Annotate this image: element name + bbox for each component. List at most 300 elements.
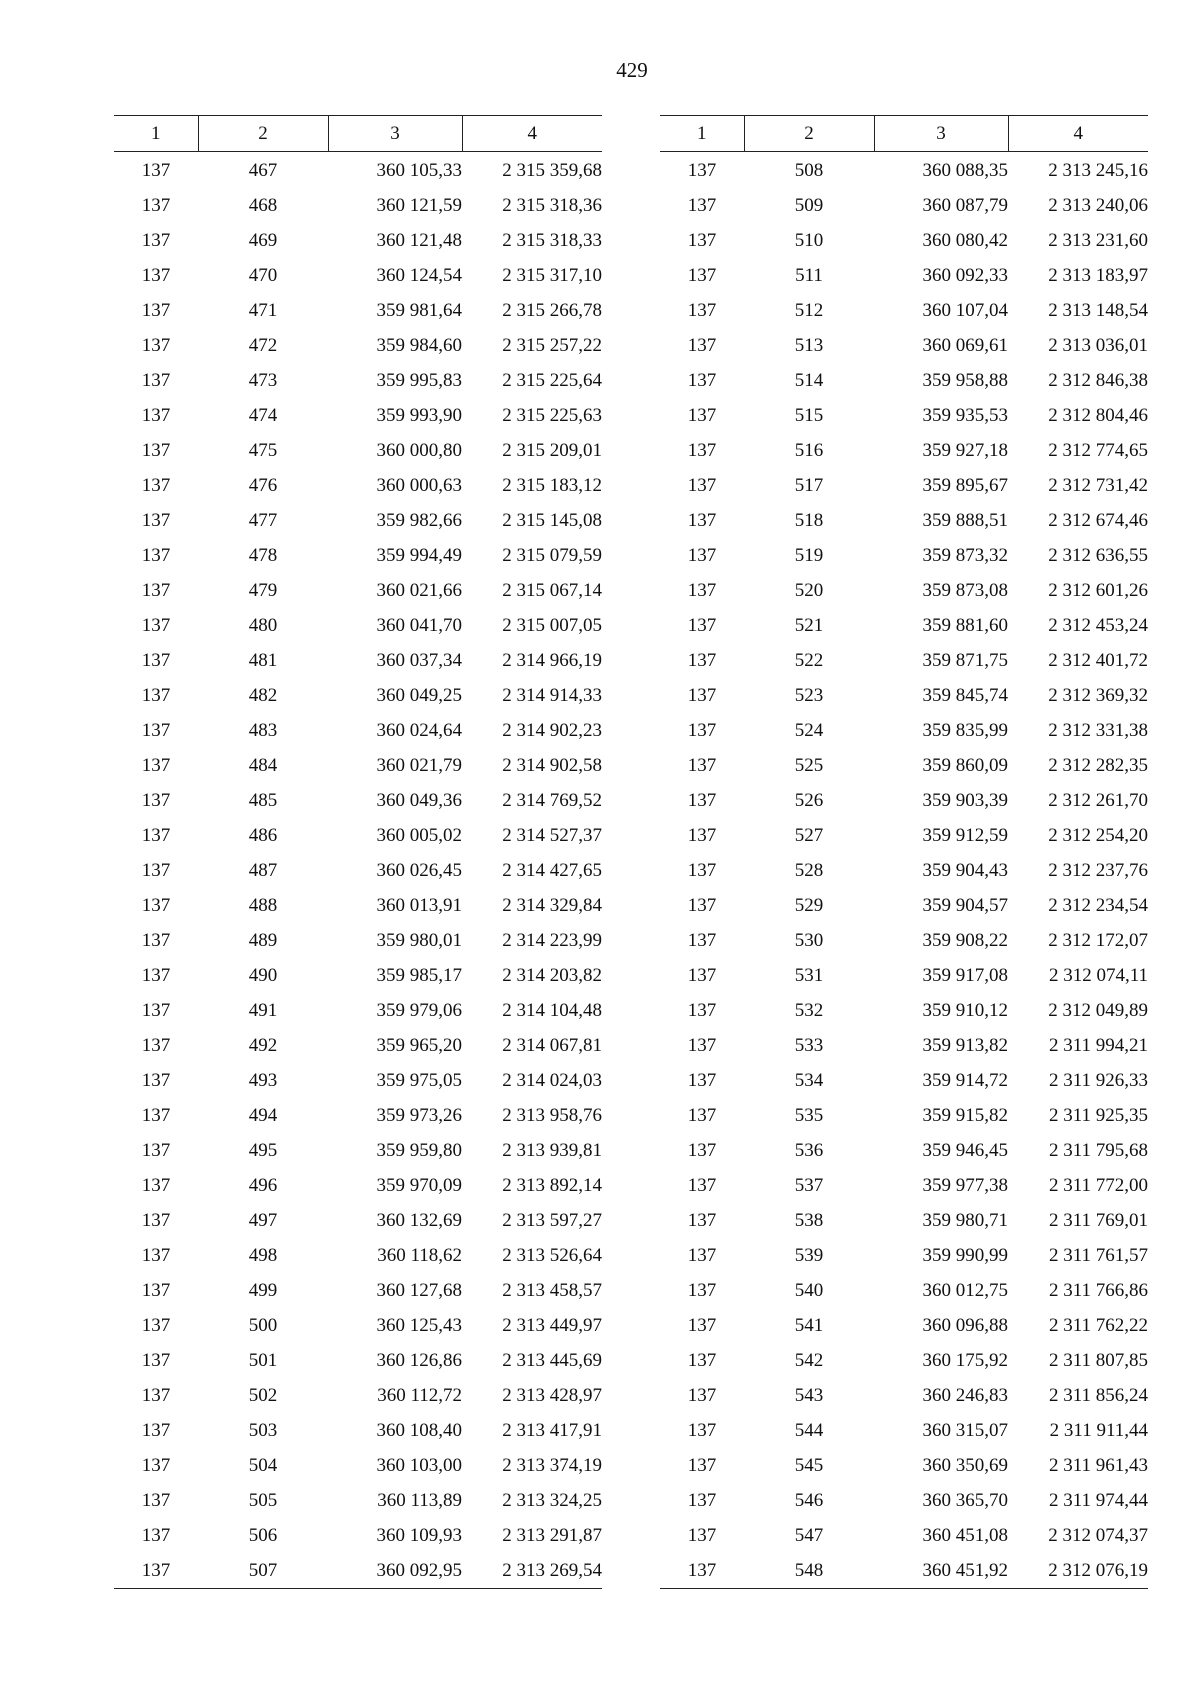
cell-number: 137 bbox=[687, 509, 717, 531]
table-row bbox=[660, 1273, 1148, 1308]
table-row bbox=[660, 538, 1148, 573]
cell-number: 137 bbox=[687, 1209, 717, 1231]
cell-number: 137 bbox=[687, 579, 717, 601]
cell-y: 2 315 317,10 bbox=[502, 264, 602, 286]
cell-number: 137 bbox=[141, 614, 171, 636]
cell-x: 359 982,66 bbox=[376, 509, 462, 531]
cell-x: 360 021,66 bbox=[376, 579, 462, 601]
cell-y: 2 314 067,81 bbox=[502, 1034, 602, 1056]
cell-point: 468 bbox=[248, 194, 278, 216]
cell-number: 137 bbox=[687, 1069, 717, 1091]
cell-y: 2 315 183,12 bbox=[502, 474, 602, 496]
cell-point: 521 bbox=[794, 614, 824, 636]
cell-y: 2 312 049,89 bbox=[1048, 999, 1148, 1021]
table-row bbox=[114, 1238, 602, 1273]
table-row bbox=[114, 1518, 602, 1553]
cell-number: 137 bbox=[141, 229, 171, 251]
cell-x: 359 873,08 bbox=[922, 579, 1008, 601]
table-row bbox=[114, 1028, 602, 1063]
cell-x: 359 946,45 bbox=[922, 1139, 1008, 1161]
cell-x: 360 124,54 bbox=[376, 264, 462, 286]
table-row bbox=[114, 188, 602, 223]
cell-number: 137 bbox=[687, 789, 717, 811]
cell-y: 2 311 807,85 bbox=[1048, 1349, 1148, 1371]
cell-number: 137 bbox=[660, 1553, 744, 1589]
cell-number: 137 bbox=[687, 859, 717, 881]
cell-number: 137 bbox=[687, 299, 717, 321]
cell-x: 360 069,61 bbox=[922, 334, 1008, 356]
cell-point: 480 bbox=[248, 614, 278, 636]
table-row bbox=[660, 293, 1148, 328]
cell-y: 2 314 902,58 bbox=[502, 754, 602, 776]
cell-y: 2 314 203,82 bbox=[502, 964, 602, 986]
cell-number: 137 bbox=[141, 929, 171, 951]
cell-number: 137 bbox=[687, 1174, 717, 1196]
table-row bbox=[114, 258, 602, 293]
cell-y: 2 314 024,03 bbox=[502, 1069, 602, 1091]
cell-number: 137 bbox=[141, 404, 171, 426]
cell-number: 137 bbox=[687, 929, 717, 951]
table-row bbox=[660, 1518, 1148, 1553]
table-row bbox=[114, 1133, 602, 1168]
cell-y: 2 315 318,33 bbox=[502, 229, 602, 251]
cell-y: 2 312 282,35 bbox=[1048, 754, 1148, 776]
cell-number: 137 bbox=[687, 159, 717, 181]
cell-number: 137 bbox=[687, 614, 717, 636]
cell-point: 504 bbox=[248, 1454, 278, 1476]
cell-point: 520 bbox=[794, 579, 824, 601]
cell-x: 359 975,05 bbox=[376, 1069, 462, 1091]
cell-x: 359 935,53 bbox=[922, 404, 1008, 426]
cell-number: 137 bbox=[687, 894, 717, 916]
table-row bbox=[114, 1343, 602, 1378]
cell-y: 2 313 445,69 bbox=[502, 1349, 602, 1371]
cell-x: 360 451,08 bbox=[922, 1524, 1008, 1546]
cell-number: 137 bbox=[687, 1139, 717, 1161]
cell-x: 360 012,75 bbox=[922, 1279, 1008, 1301]
cell-y: 2 313 939,81 bbox=[502, 1139, 602, 1161]
cell-x: 359 958,88 bbox=[922, 369, 1008, 391]
cell-x: 360 080,42 bbox=[922, 229, 1008, 251]
cell-number: 137 bbox=[687, 999, 717, 1021]
cell-number: 137 bbox=[141, 649, 171, 671]
cell-y: 2 311 926,33 bbox=[1048, 1069, 1148, 1091]
cell-y: 2 314 914,33 bbox=[502, 684, 602, 706]
table-row bbox=[114, 1203, 602, 1238]
cell-y: 2 312 237,76 bbox=[1048, 859, 1148, 881]
table-row bbox=[660, 643, 1148, 678]
table-row bbox=[114, 573, 602, 608]
cell-number: 137 bbox=[141, 579, 171, 601]
table-row bbox=[660, 853, 1148, 888]
table-row bbox=[660, 1133, 1148, 1168]
cell-point: 538 bbox=[794, 1209, 824, 1231]
cell-x: 360 000,63 bbox=[376, 474, 462, 496]
cell-point: 542 bbox=[794, 1349, 824, 1371]
cell-point: 479 bbox=[248, 579, 278, 601]
cell-number: 137 bbox=[141, 1349, 171, 1371]
cell-y: 2 312 234,54 bbox=[1048, 894, 1148, 916]
table-row bbox=[660, 503, 1148, 538]
cell-y: 2 311 994,21 bbox=[1048, 1034, 1148, 1056]
cell-y: 2 312 076,19 bbox=[1008, 1553, 1148, 1589]
table-row bbox=[114, 783, 602, 818]
cell-point: 482 bbox=[248, 684, 278, 706]
cell-y: 2 311 911,44 bbox=[1049, 1419, 1148, 1441]
cell-point: 472 bbox=[248, 334, 278, 356]
cell-x: 359 835,99 bbox=[922, 719, 1008, 741]
cell-number: 137 bbox=[687, 824, 717, 846]
cell-y: 2 314 329,84 bbox=[502, 894, 602, 916]
column-header-3: 3 bbox=[874, 116, 1008, 152]
table-row bbox=[660, 818, 1148, 853]
cell-x: 360 121,48 bbox=[376, 229, 462, 251]
table-row bbox=[660, 1168, 1148, 1203]
cell-x: 359 914,72 bbox=[922, 1069, 1008, 1091]
cell-point: 534 bbox=[794, 1069, 824, 1091]
cell-point: 477 bbox=[248, 509, 278, 531]
cell-number: 137 bbox=[141, 999, 171, 1021]
cell-x: 360 451,92 bbox=[874, 1553, 1008, 1589]
table-row bbox=[114, 1483, 602, 1518]
cell-x: 360 026,45 bbox=[376, 859, 462, 881]
cell-x: 359 895,67 bbox=[922, 474, 1008, 496]
table-row bbox=[114, 818, 602, 853]
cell-point: 533 bbox=[794, 1034, 824, 1056]
table-row bbox=[114, 748, 602, 783]
cell-y: 2 311 761,57 bbox=[1048, 1244, 1148, 1266]
cell-x: 359 871,75 bbox=[922, 649, 1008, 671]
cell-x: 359 913,82 bbox=[922, 1034, 1008, 1056]
cell-y: 2 313 148,54 bbox=[1048, 299, 1148, 321]
table-body-right bbox=[660, 152, 1148, 1589]
cell-number: 137 bbox=[141, 1034, 171, 1056]
cell-y: 2 313 526,64 bbox=[502, 1244, 602, 1266]
table-row bbox=[660, 223, 1148, 258]
cell-point: 500 bbox=[248, 1314, 278, 1336]
cell-number: 137 bbox=[687, 1314, 717, 1336]
cell-y: 2 312 636,55 bbox=[1048, 544, 1148, 566]
cell-y: 2 313 231,60 bbox=[1048, 229, 1148, 251]
cell-x: 359 908,22 bbox=[922, 929, 1008, 951]
cell-number: 137 bbox=[687, 1034, 717, 1056]
table-row bbox=[114, 1273, 602, 1308]
cell-y: 2 313 958,76 bbox=[502, 1104, 602, 1126]
table-row bbox=[114, 433, 602, 468]
table-row bbox=[660, 608, 1148, 643]
cell-x: 360 088,35 bbox=[922, 159, 1008, 181]
cell-number: 137 bbox=[141, 1384, 171, 1406]
table-row bbox=[660, 713, 1148, 748]
cell-x: 359 959,80 bbox=[376, 1139, 462, 1161]
table-row bbox=[114, 853, 602, 888]
cell-x: 360 005,02 bbox=[376, 824, 462, 846]
cell-y: 2 312 774,65 bbox=[1048, 439, 1148, 461]
table-row bbox=[114, 993, 602, 1028]
cell-x: 359 980,01 bbox=[376, 929, 462, 951]
table-row bbox=[660, 1063, 1148, 1098]
cell-y: 2 312 369,32 bbox=[1048, 684, 1148, 706]
cell-x: 360 021,79 bbox=[376, 754, 462, 776]
cell-number: 137 bbox=[687, 404, 717, 426]
table-body-left bbox=[114, 152, 602, 1589]
cell-x: 360 127,68 bbox=[376, 1279, 462, 1301]
table-row bbox=[114, 468, 602, 503]
cell-x: 360 365,70 bbox=[922, 1489, 1008, 1511]
cell-x: 360 103,00 bbox=[376, 1454, 462, 1476]
table-row bbox=[660, 468, 1148, 503]
cell-number: 137 bbox=[687, 334, 717, 356]
cell-point: 525 bbox=[794, 754, 824, 776]
cell-y: 2 314 223,99 bbox=[502, 929, 602, 951]
cell-y: 2 312 172,07 bbox=[1048, 929, 1148, 951]
table-row bbox=[114, 1168, 602, 1203]
cell-number: 137 bbox=[687, 1384, 717, 1406]
table-row bbox=[660, 1553, 1148, 1589]
cell-y: 2 311 795,68 bbox=[1048, 1139, 1148, 1161]
cell-number: 137 bbox=[687, 544, 717, 566]
cell-x: 359 973,26 bbox=[376, 1104, 462, 1126]
cell-point: 517 bbox=[794, 474, 824, 496]
cell-y: 2 313 183,97 bbox=[1048, 264, 1148, 286]
cell-point: 471 bbox=[248, 299, 278, 321]
cell-point: 522 bbox=[794, 649, 824, 671]
cell-point: 524 bbox=[794, 719, 824, 741]
cell-y: 2 312 453,24 bbox=[1048, 614, 1148, 636]
cell-x: 360 041,70 bbox=[376, 614, 462, 636]
cell-y: 2 315 145,08 bbox=[502, 509, 602, 531]
table-row bbox=[114, 1413, 602, 1448]
cell-point: 519 bbox=[794, 544, 824, 566]
cell-y: 2 313 269,54 bbox=[462, 1553, 602, 1589]
cell-y: 2 312 401,72 bbox=[1048, 649, 1148, 671]
cell-y: 2 313 240,06 bbox=[1048, 194, 1148, 216]
cell-y: 2 313 892,14 bbox=[502, 1174, 602, 1196]
table-row bbox=[660, 1343, 1148, 1378]
table-row bbox=[660, 783, 1148, 818]
cell-point: 507 bbox=[198, 1553, 328, 1589]
cell-y: 2 315 225,64 bbox=[502, 369, 602, 391]
cell-y: 2 311 762,22 bbox=[1048, 1314, 1148, 1336]
cell-y: 2 312 846,38 bbox=[1048, 369, 1148, 391]
cell-number: 137 bbox=[687, 1419, 717, 1441]
cell-number: 137 bbox=[141, 1524, 171, 1546]
cell-point: 490 bbox=[248, 964, 278, 986]
cell-number: 137 bbox=[141, 264, 171, 286]
cell-point: 516 bbox=[794, 439, 824, 461]
cell-y: 2 314 902,23 bbox=[502, 719, 602, 741]
table-row bbox=[114, 958, 602, 993]
cell-point: 536 bbox=[794, 1139, 824, 1161]
table-row bbox=[114, 398, 602, 433]
cell-x: 360 108,40 bbox=[376, 1419, 462, 1441]
cell-x: 360 113,89 bbox=[377, 1489, 462, 1511]
cell-number: 137 bbox=[687, 229, 717, 251]
table-row bbox=[114, 1378, 602, 1413]
table-row bbox=[114, 678, 602, 713]
table-row bbox=[114, 888, 602, 923]
table-row bbox=[114, 293, 602, 328]
cell-y: 2 313 597,27 bbox=[502, 1209, 602, 1231]
table-row bbox=[660, 748, 1148, 783]
cell-number: 137 bbox=[141, 334, 171, 356]
cell-number: 137 bbox=[687, 1279, 717, 1301]
cell-number: 137 bbox=[687, 649, 717, 671]
cell-number: 137 bbox=[141, 369, 171, 391]
table-row bbox=[114, 1553, 602, 1589]
cell-number: 137 bbox=[141, 894, 171, 916]
cell-number: 137 bbox=[141, 299, 171, 321]
cell-number: 137 bbox=[141, 1104, 171, 1126]
cell-point: 515 bbox=[794, 404, 824, 426]
cell-y: 2 311 925,35 bbox=[1048, 1104, 1148, 1126]
cell-y: 2 315 266,78 bbox=[502, 299, 602, 321]
cell-point: 498 bbox=[248, 1244, 278, 1266]
cell-x: 360 175,92 bbox=[922, 1349, 1008, 1371]
cell-x: 360 126,86 bbox=[376, 1349, 462, 1371]
cell-y: 2 312 601,26 bbox=[1048, 579, 1148, 601]
cell-point: 510 bbox=[794, 229, 824, 251]
table-row bbox=[660, 1413, 1148, 1448]
cell-x: 359 845,74 bbox=[922, 684, 1008, 706]
cell-point: 495 bbox=[248, 1139, 278, 1161]
cell-y: 2 315 318,36 bbox=[502, 194, 602, 216]
cell-point: 506 bbox=[248, 1524, 278, 1546]
cell-y: 2 312 074,37 bbox=[1048, 1524, 1148, 1546]
cell-y: 2 314 966,19 bbox=[502, 649, 602, 671]
cell-y: 2 315 225,63 bbox=[502, 404, 602, 426]
cell-point: 469 bbox=[248, 229, 278, 251]
cell-x: 359 981,64 bbox=[376, 299, 462, 321]
table-row bbox=[114, 1308, 602, 1343]
cell-number: 137 bbox=[141, 1279, 171, 1301]
cell-x: 360 105,33 bbox=[376, 159, 462, 181]
cell-x: 359 980,71 bbox=[922, 1209, 1008, 1231]
cell-number: 137 bbox=[687, 439, 717, 461]
cell-number: 137 bbox=[141, 1209, 171, 1231]
cell-x: 359 965,20 bbox=[376, 1034, 462, 1056]
table-row bbox=[660, 363, 1148, 398]
cell-point: 529 bbox=[794, 894, 824, 916]
cell-number: 137 bbox=[141, 964, 171, 986]
cell-point: 491 bbox=[248, 999, 278, 1021]
cell-x: 359 915,82 bbox=[922, 1104, 1008, 1126]
cell-number: 137 bbox=[114, 1553, 198, 1589]
column-header-2: 2 bbox=[198, 116, 328, 152]
cell-y: 2 312 074,11 bbox=[1048, 964, 1148, 986]
cell-x: 360 350,69 bbox=[922, 1454, 1008, 1476]
cell-number: 137 bbox=[141, 474, 171, 496]
table-row bbox=[114, 1448, 602, 1483]
cell-point: 508 bbox=[794, 159, 824, 181]
cell-y: 2 313 036,01 bbox=[1048, 334, 1148, 356]
cell-number: 137 bbox=[141, 159, 171, 181]
table-row bbox=[660, 1448, 1148, 1483]
cell-x: 359 985,17 bbox=[376, 964, 462, 986]
cell-y: 2 313 417,91 bbox=[502, 1419, 602, 1441]
cell-y: 2 312 731,42 bbox=[1048, 474, 1148, 496]
column-header-2: 2 bbox=[744, 116, 874, 152]
table-row bbox=[114, 503, 602, 538]
cell-x: 360 013,91 bbox=[376, 894, 462, 916]
cell-point: 523 bbox=[794, 684, 824, 706]
table-row bbox=[660, 1483, 1148, 1518]
cell-y: 2 313 245,16 bbox=[1048, 159, 1148, 181]
table-row bbox=[114, 152, 602, 189]
cell-y: 2 315 007,05 bbox=[502, 614, 602, 636]
cell-x: 359 881,60 bbox=[922, 614, 1008, 636]
cell-number: 137 bbox=[687, 1349, 717, 1371]
cell-x: 359 970,09 bbox=[376, 1174, 462, 1196]
table-row bbox=[660, 1308, 1148, 1343]
cell-x: 360 096,88 bbox=[922, 1314, 1008, 1336]
table-row bbox=[660, 1098, 1148, 1133]
cell-x: 360 315,07 bbox=[922, 1419, 1008, 1441]
cell-point: 478 bbox=[248, 544, 278, 566]
table-header-row bbox=[114, 116, 602, 152]
cell-number: 137 bbox=[141, 439, 171, 461]
cell-number: 137 bbox=[687, 264, 717, 286]
cell-number: 137 bbox=[141, 509, 171, 531]
cell-x: 359 904,57 bbox=[922, 894, 1008, 916]
cell-y: 2 315 079,59 bbox=[502, 544, 602, 566]
cell-point: 537 bbox=[794, 1174, 824, 1196]
cell-number: 137 bbox=[687, 1104, 717, 1126]
cell-point: 499 bbox=[248, 1279, 278, 1301]
cell-x: 360 049,36 bbox=[376, 789, 462, 811]
cell-y: 2 312 804,46 bbox=[1048, 404, 1148, 426]
cell-x: 360 092,95 bbox=[328, 1553, 462, 1589]
cell-number: 137 bbox=[687, 474, 717, 496]
cell-number: 137 bbox=[141, 544, 171, 566]
table-row bbox=[660, 328, 1148, 363]
cell-x: 359 912,59 bbox=[922, 824, 1008, 846]
table-row bbox=[660, 398, 1148, 433]
column-header-4: 4 bbox=[1008, 116, 1148, 152]
cell-point: 547 bbox=[794, 1524, 824, 1546]
cell-point: 492 bbox=[248, 1034, 278, 1056]
cell-point: 539 bbox=[794, 1244, 824, 1266]
cell-x: 360 118,62 bbox=[377, 1244, 462, 1266]
cell-number: 137 bbox=[687, 369, 717, 391]
table-row bbox=[114, 713, 602, 748]
table-row bbox=[114, 608, 602, 643]
cell-x: 360 049,25 bbox=[376, 684, 462, 706]
coordinates-table-left bbox=[114, 115, 602, 1589]
cell-number: 137 bbox=[141, 1244, 171, 1266]
cell-point: 546 bbox=[794, 1489, 824, 1511]
cell-point: 476 bbox=[248, 474, 278, 496]
cell-point: 544 bbox=[794, 1419, 824, 1441]
cell-point: 485 bbox=[248, 789, 278, 811]
cell-y: 2 313 458,57 bbox=[502, 1279, 602, 1301]
cell-point: 512 bbox=[794, 299, 824, 321]
cell-y: 2 315 209,01 bbox=[502, 439, 602, 461]
cell-point: 505 bbox=[248, 1489, 278, 1511]
table-row bbox=[114, 643, 602, 678]
cell-point: 470 bbox=[248, 264, 278, 286]
cell-number: 137 bbox=[687, 719, 717, 741]
cell-point: 501 bbox=[248, 1349, 278, 1371]
cell-point: 548 bbox=[744, 1553, 874, 1589]
cell-x: 360 037,34 bbox=[376, 649, 462, 671]
cell-number: 137 bbox=[141, 719, 171, 741]
cell-y: 2 313 449,97 bbox=[502, 1314, 602, 1336]
cell-x: 360 092,33 bbox=[922, 264, 1008, 286]
cell-y: 2 315 359,68 bbox=[502, 159, 602, 181]
table-row bbox=[660, 1028, 1148, 1063]
cell-number: 137 bbox=[141, 1454, 171, 1476]
